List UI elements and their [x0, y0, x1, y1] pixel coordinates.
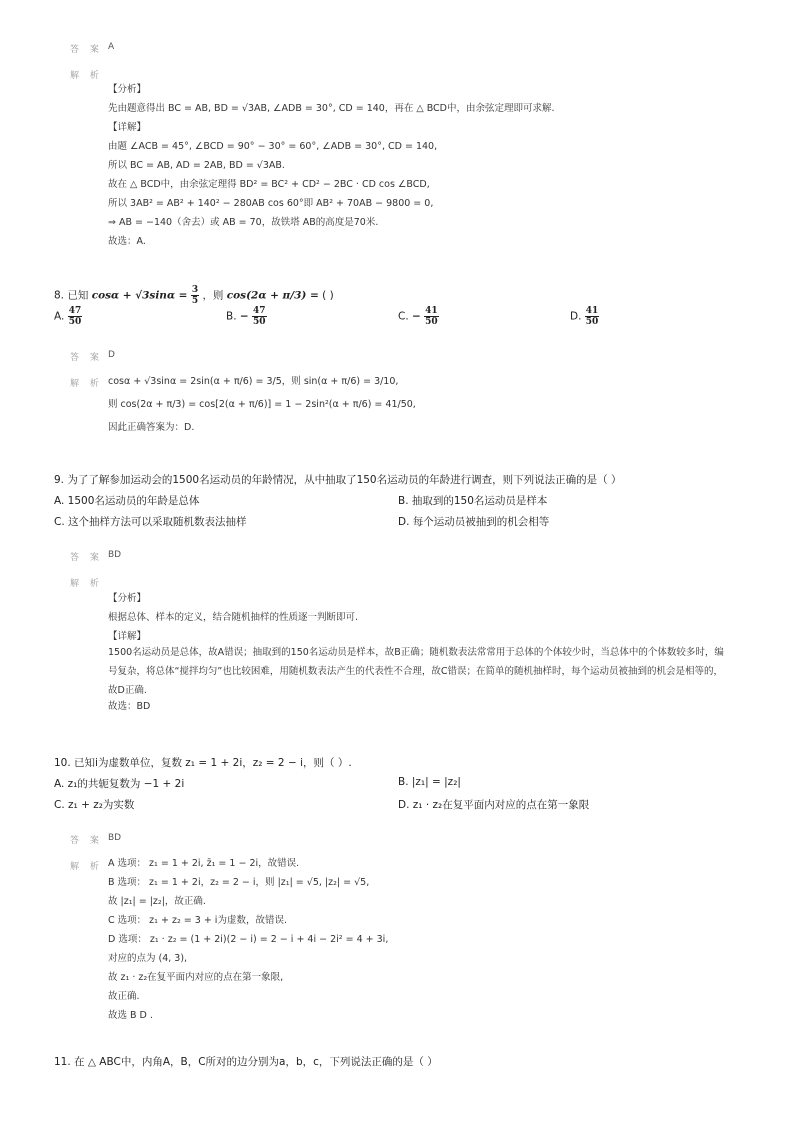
- analysis-line: 故正确.: [108, 991, 140, 1002]
- analysis-line: 【分析】: [108, 593, 147, 604]
- answer-value: D: [108, 350, 115, 360]
- answer-value: BD: [108, 833, 122, 843]
- analysis-line: 则 cos(2α + π/3) = cos[2(α + π/6)] = 1 − 2sin²(α + π/6) = 41/50,: [108, 399, 416, 410]
- q10-analysis: [108, 854, 388, 1025]
- analysis-line: 【分析】: [108, 84, 147, 95]
- analysis-line: 对应的点为 (4, 3),: [108, 953, 188, 964]
- analysis-label: 解 析: [70, 862, 103, 872]
- option-d: D. 每个运动员被抽到的机会相等: [398, 516, 550, 528]
- question-stem: 10. 已知i为虚数单位，复数 z₁ = 1 + 2i，z₂ = 2 − i，则（ ）.: [54, 757, 352, 769]
- analysis-line: 故选：A.: [108, 236, 146, 247]
- stem-blank: ( ): [322, 289, 334, 302]
- option-c: C. z₁ + z₂为实数: [54, 799, 135, 811]
- option-a: A. z₁的共轭复数为 −1 + 2i: [54, 778, 185, 790]
- option-a: A. 1500名运动员的年龄是总体: [54, 495, 200, 507]
- analysis-label: 解 析: [70, 71, 103, 81]
- q9-analysis-head: [108, 589, 358, 646]
- analysis-line: ⇒ AB = −140（舍去）或 AB = 70，故铁塔 AB的高度是70米.: [108, 217, 379, 228]
- analysis-line: B 选项： z₁ = 1 + 2i，z₂ = 2 − i，则 |z₁| = √5, |z₂| = √5,: [108, 877, 370, 888]
- question-stem: 9. 为了了解参加运动会的1500名运动员的年龄情况，从中抽取了150名运动员的年龄进行调查，则下列说法正确的是（ ）: [54, 474, 622, 486]
- analysis-line: 【详解】: [108, 631, 147, 642]
- stem-text: 8. 已知: [54, 289, 89, 302]
- option-b: B. − $\frac{47}{50}$: [226, 306, 266, 327]
- q7-analysis: [108, 80, 555, 251]
- answer-label: 答 案: [70, 45, 103, 55]
- analysis-line: 【详解】: [108, 122, 147, 133]
- analysis-line: 故选：BD: [108, 701, 151, 712]
- analysis-line: C 选项： z₁ + z₂ = 3 + i为虚数，故错误.: [108, 915, 287, 926]
- option-c: C. − $\frac{41}{50}$: [398, 306, 438, 327]
- stem-text: ，则: [202, 289, 224, 302]
- answer-label: 答 案: [70, 353, 103, 363]
- analysis-line: A 选项： z₁ = 1 + 2i, z̄₁ = 1 − 2i，故错误.: [108, 858, 300, 869]
- answer-value: A: [108, 42, 115, 52]
- answer-label: 答 案: [70, 836, 103, 846]
- stem-fraction: $\frac{3}{5}$: [191, 285, 199, 306]
- analysis-line: cosα + √3sinα = 2sin(α + π/6) = 3/5，则 sin(α + π/6) = 3/10,: [108, 376, 399, 387]
- analysis-line: 先由题意得出 BC = AB, BD = √3AB, ∠ADB = 30°, CD = 140，再在 △ BCD中，由余弦定理即可求解.: [108, 103, 555, 114]
- analysis-line: 因此正确答案为：D.: [108, 422, 195, 433]
- analysis-line: 故 |z₁| = |z₂|，故正确.: [108, 896, 206, 907]
- analysis-label: 解 析: [70, 579, 103, 589]
- stem-math: cos(2α + π/3) =: [226, 289, 319, 302]
- answer-label: 答 案: [70, 553, 103, 563]
- option-a: A. $\frac{47}{50}$: [54, 306, 82, 327]
- option-c: C. 这个抽样方法可以采取随机数表法抽样: [54, 516, 247, 528]
- question-stem: 11. 在 △ ABC中，内角A，B，C所对的边分别为a，b，c，下列说法正确的是（ ）: [54, 1056, 438, 1068]
- analysis-label: 解 析: [70, 379, 103, 389]
- analysis-line: 故选 B D .: [108, 1010, 153, 1021]
- analysis-paragraph: 1500名运动员是总体，故A错误；抽取到的150名运动员是样本，故B正确；随机数表法常常用于总体的个体较少时，当总体中的个体数较多时，编号复杂，将总体“搅拌均匀”也比较困难，用随机数表法产生的代表性不合理，故C错误；在简单的随机抽样时，每个运动员被抽到的机会是相等的，故D正确.: [108, 647, 724, 696]
- analysis-line: D 选项： z₁ · z₂ = (1 + 2i)(2 − i) = 2 − i + 4i − 2i² = 4 + 3i,: [108, 934, 389, 945]
- analysis-line: 故 z₁ · z₂在复平面内对应的点在第一象限,: [108, 972, 284, 983]
- q9-analysis-tail: [108, 697, 150, 716]
- analysis-line: 所以 BC = AB, AD = 2AB, BD = √3AB.: [108, 160, 285, 171]
- question-stem: [54, 285, 334, 306]
- analysis-line: 所以 3AB² = AB² + 140² − 280AB cos 60°即 AB² + 70AB − 9800 = 0,: [108, 198, 434, 209]
- analysis-line: 根据总体、样本的定义，结合随机抽样的性质逐一判断即可.: [108, 612, 359, 623]
- answer-value: BD: [108, 550, 122, 560]
- stem-math: cosα + √3sinα =: [91, 289, 188, 302]
- q8-analysis: [108, 371, 416, 436]
- option-b: B. |z₁| = |z₂|: [398, 776, 461, 788]
- option-d: D. $\frac{41}{50}$: [570, 306, 599, 327]
- analysis-line: 由题 ∠ACB = 45°, ∠BCD = 90° − 30° = 60°, ∠ADB = 30°, CD = 140,: [108, 141, 438, 152]
- analysis-line: 故在 △ BCD中，由余弦定理得 BD² = BC² + CD² − 2BC · CD cos ∠BCD,: [108, 179, 430, 190]
- option-b: B. 抽取到的150名运动员是样本: [398, 495, 548, 507]
- option-d: D. z₁ · z₂在复平面内对应的点在第一象限: [398, 799, 590, 811]
